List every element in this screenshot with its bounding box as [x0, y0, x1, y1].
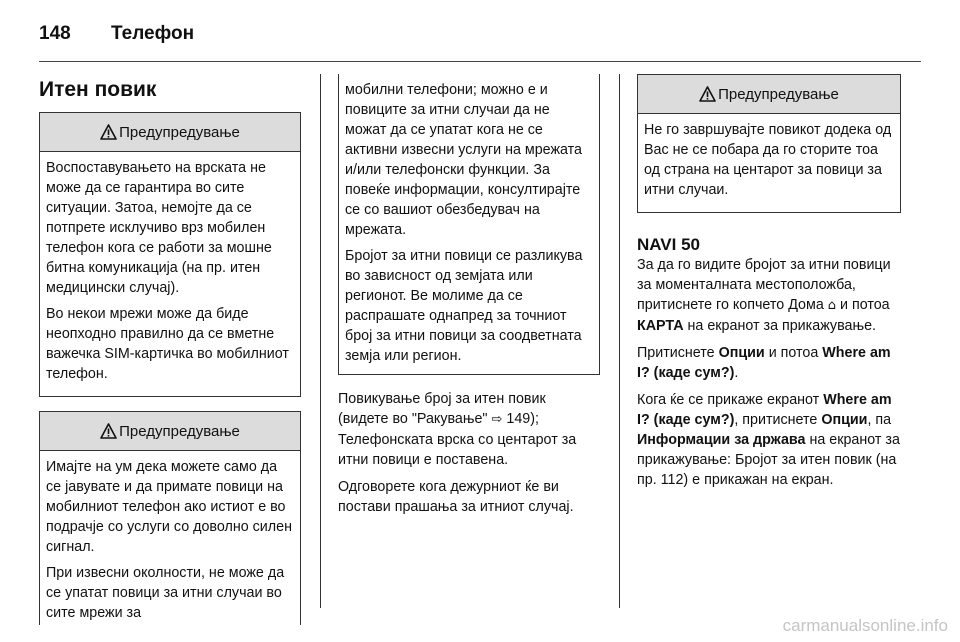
warning-header	[638, 75, 900, 114]
warning-header	[40, 113, 300, 152]
column-divider	[619, 74, 620, 608]
home-icon: ⌂	[827, 298, 837, 313]
watermark: carmanualsonline.info	[782, 616, 948, 635]
text-span: Кога ќе се прикаже екранот	[637, 392, 824, 408]
page-ref-link[interactable]: 149	[506, 411, 531, 427]
warning-label: Предупредување	[718, 85, 839, 103]
body-paragraph	[637, 343, 901, 383]
text-span: и потоа	[764, 345, 823, 361]
column-1	[39, 74, 301, 621]
section-title: Итен повик	[39, 78, 157, 101]
bold-term: Опции	[718, 345, 765, 361]
warning-paragraph: Не го завршувајте повикот додека од Вас не се побара да го сторите тоа од страна на центарот за повици за итни случаи.	[644, 122, 892, 198]
bold-term: Where am I? (каде сум?)	[637, 345, 891, 381]
text-span: на екранот за прикажување: Бројот за итен повик (на пр. 112) е прикажан на екран.	[637, 432, 900, 488]
warning-box-continued	[338, 74, 600, 375]
warning-paragraph: Воспоставувањето на врската не може да се гарантира во сите ситуации. Затоа, немојте да се потпрете исклучиво врз мобилен телефон кога се работи за мошне битна комуникација (на пр. итен медицински случај).	[46, 160, 272, 296]
warning-label: Предупредување	[119, 123, 240, 141]
body-text	[637, 235, 901, 490]
warning-paragraph: При извесни околности, не може да се упатат повици за итни случаи во сите мрежи за	[46, 565, 285, 621]
body-paragraph	[637, 390, 901, 490]
warning-paragraph: Во некои мрежи може да биде неопходно правилно да се вметне важечка SIM-картичка во мобилниот телефон.	[46, 306, 289, 382]
warning-icon	[699, 86, 716, 102]
text-span: ); Телефонската врска со центарот за итни повици е поставена.	[338, 411, 577, 468]
body-text	[338, 389, 600, 517]
bold-term: Where am I? (каде сум?)	[637, 392, 892, 428]
page-ref-icon: ⇨	[491, 412, 503, 427]
text-span: За да го видите бројот за итни повици за моменталната местоположба, притиснете го копчето Дома	[637, 257, 891, 313]
warning-paragraph: Имајте на ум дека можете само да се јавувате и да примате повици на мобилниот телефон ако истиот е во подрачје со услуги со доволно силен сигнал.	[46, 459, 292, 555]
warning-paragraph: мобилни телефони; можно е и повиците за итни случаи да не можат да се упатат кога не се активни извесни услуги на мрежата и/или телефонски функции. За повеќе информации, консултирајте се со вашиот обезбедувач на мрежата.	[345, 82, 583, 238]
header-rule	[39, 61, 921, 62]
text-span: Повикување број за итен повик (видете во "Ракување"	[338, 391, 546, 427]
text-span: и потоа	[836, 297, 890, 313]
warning-box	[637, 74, 901, 213]
body-paragraph	[637, 255, 901, 336]
text-span: Притиснете	[637, 345, 719, 361]
bold-term: Информации за држава	[637, 432, 806, 448]
warning-box	[39, 112, 301, 397]
warning-icon	[100, 423, 117, 439]
warning-header	[40, 412, 300, 451]
column-2	[338, 74, 600, 612]
warning-paragraph: Бројот за итни повици се разликува во зависност од земјата или регионот. Ве молиме да се распрашате однапред за точниот број за итни повици за соодветната земја или регион.	[345, 248, 583, 364]
column-divider	[320, 74, 321, 608]
text-span: , притиснете	[734, 412, 822, 428]
column-3	[637, 74, 901, 612]
text-span: .	[734, 365, 739, 381]
bold-term: КАРТА	[637, 318, 684, 334]
section-heading: NAVI 50	[637, 235, 700, 254]
text-span: , па	[867, 412, 892, 428]
text-span: на екранот за прикажување.	[683, 318, 876, 334]
page-header	[39, 14, 194, 54]
body-paragraph	[338, 389, 600, 470]
body-paragraph: Одговорете кога дежурниот ќе ви постави прашања за итниот случај.	[338, 479, 574, 515]
page-number: 148	[39, 23, 71, 44]
warning-box	[39, 411, 301, 625]
warning-label: Предупредување	[119, 422, 240, 440]
bold-term: Опции	[821, 412, 868, 428]
chapter-title: Телефон	[111, 23, 195, 44]
warning-icon	[100, 124, 117, 140]
